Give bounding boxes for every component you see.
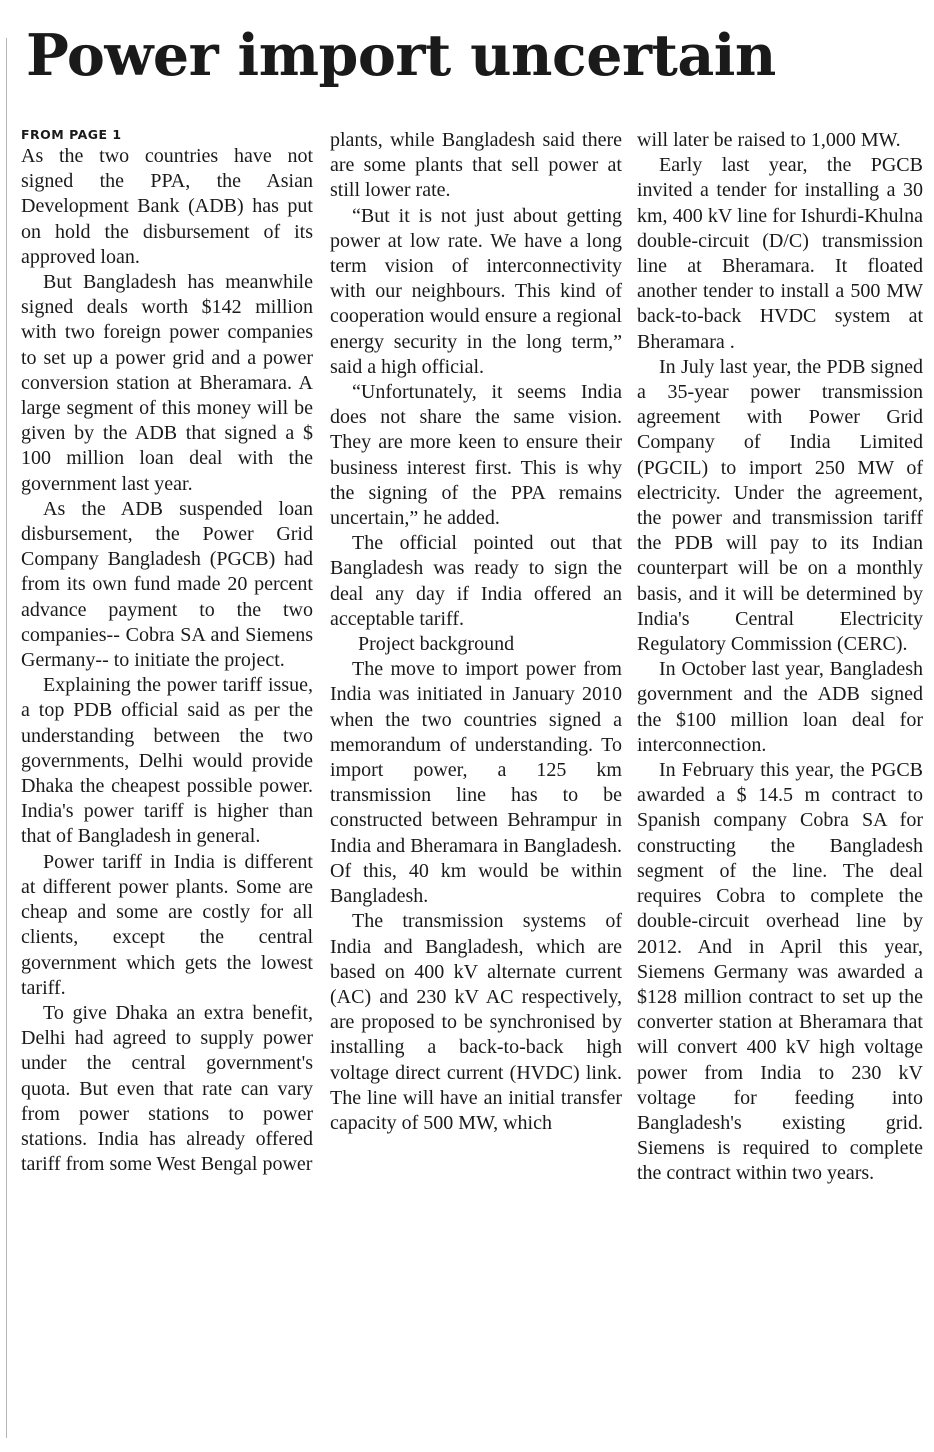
paragraph-continued: will later be raised to 1,000 MW.	[637, 129, 901, 151]
paragraph: To give Dhaka an extra benefit, Delhi had agreed to supply power under the central government's quota. But even that rate can vary from power stations to power stations. India has already offered tariff from some West Bengal power	[21, 1001, 313, 1176]
article-column-3	[637, 128, 923, 1187]
kicker: FROM PAGE 1	[21, 127, 122, 142]
subheading: Project background	[358, 633, 515, 656]
paragraph: The official pointed out that Bangladesh was ready to sign the deal any day if India offered an acceptable tariff.	[330, 532, 622, 630]
paragraph: But Bangladesh has meanwhile signed deals worth $142 million with two foreign power companies to set up a power grid and a power conversion station at Bheramara. A large segment of this money will be given by the ADB that signed a $ 100 million loan deal with the government last year.	[21, 271, 313, 495]
paragraph: Power tariff in India is different at different power plants. Some are cheap and some are costly for all clients, except the central government which gets the lowest tariff.	[21, 850, 313, 999]
paragraph: As the ADB suspended loan disbursement, the Power Grid Company Bangladesh (PGCB) had from its own fund made 20 percent advance payment to the two companies-- Cobra SA and Siemens Germany-- to initiate the project.	[21, 497, 313, 672]
column-rule	[6, 38, 7, 1438]
paragraph: “But it is not just about getting power at low rate. We have a long term vision of interconnectivity with our neighbours. This kind of cooperation would ensure a regional energy security in the long term,” said a high official.	[330, 204, 622, 378]
paragraph: “Unfortunately, it seems India does not share the same vision. They are more keen to ensure their business interest first. This is why the signing of the PPA remains uncertain,” he added.	[330, 381, 622, 530]
headline: Power import uncertain	[26, 22, 776, 89]
paragraph: The move to import power from India was initiated in January 2010 when the two countries signed a memorandum of understanding. To import power, a 125 km transmission line has to be constructed between Behrampur in India and Bheramara in Bangladesh. Of this, 40 km would be within Bangladesh.	[330, 658, 622, 908]
paragraph: Explaining the power tariff issue, a top PDB official said as per the understanding between the two governments, Delhi would provide Dhaka the cheapest possible power. India's power tariff is higher than that of Bangladesh in general.	[21, 674, 313, 848]
paragraph: In July last year, the PDB signed a 35-year power transmission agreement with Power Grid Company of India Limited (PGCIL) to import 250 MW of electricity. Under the agreement, the power and transmission tariff the PDB will pay to its Indian counterpart will be on a monthly basis, and it will be determined by India's Central Electricity Regulatory Commission (CERC).	[637, 355, 923, 656]
paragraph-continued: plants, while Bangladesh said there are some plants that sell power at still lower rate.	[330, 129, 622, 202]
paragraph: The transmission systems of India and Bangladesh, which are based on 400 kV alternate current (AC) and 230 kV AC respectively, are proposed to be synchronised by installing a back-to-back high voltage direct current (HVDC) link. The line will have an initial transfer capacity of 500 MW, which	[330, 910, 622, 1134]
paragraph: In October last year, Bangladesh government and the ADB signed the $100 million loan deal for interconnection.	[637, 658, 923, 756]
paragraph: Early last year, the PGCB invited a tender for installing a 30 km, 400 kV line for Ishurdi-Khulna double-circuit (D/C) transmission line at Bheramara. It floated another tender to install a 500 MW back-to-back HVDC system at Bheramara .	[637, 154, 923, 353]
article-column-1	[21, 126, 313, 1177]
article-column-2	[330, 128, 622, 1136]
paragraph-lead: As the two countries have not signed the PPA, the Asian Development Bank (ADB) has put on hold the disbursement of its approved loan.	[21, 145, 313, 268]
paragraph: In February this year, the PGCB awarded a $ 14.5 m contract to Spanish company Cobra SA for constructing the Bangladesh segment of the line. The deal requires Cobra to complete the double-circuit overhead line by 2012. And in April this year, Siemens Germany was awarded a $128 million contract to set up the converter station at Bheramara that will convert 400 kV high voltage power from India to 230 kV voltage for feeding into Bangladesh's existing grid. Siemens is required to complete the contract within two years.	[637, 759, 923, 1185]
